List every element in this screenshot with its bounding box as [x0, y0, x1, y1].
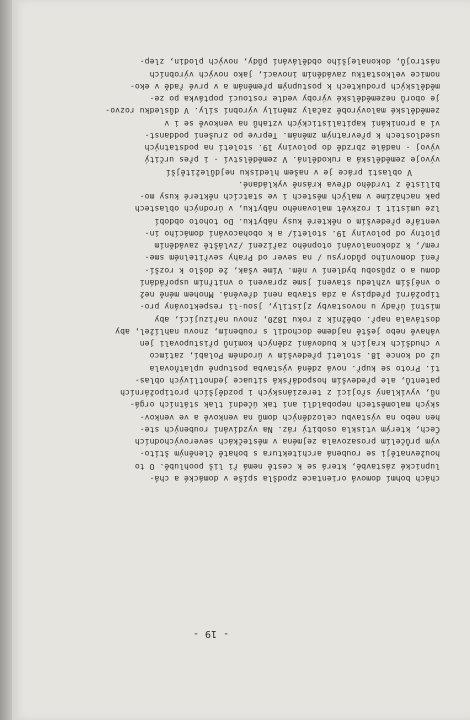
- text-line: bilistě z tvrdého dřeva krásně vykládané.: [238, 179, 440, 190]
- page-number-wrap: [12, 628, 470, 653]
- text-line: tipožární předpisy a zda stavba není dřevěná. Mnohem méně než: [139, 290, 440, 300]
- page-number: - 19 -: [192, 628, 230, 639]
- text-line: V oblasti práce je v našem hledisku nejdůležitější: [165, 167, 412, 178]
- text-line: rem/, k zdokonalování otopného zařízení /zvláště zaváděním: [154, 241, 440, 251]
- text-line: je oborů nezemědělské výroby vedle rostoucí poptávka po ze-: [149, 94, 440, 104]
- text-line: ví a pronikání kapitalistických vztahů na venkově se i v: [164, 118, 440, 129]
- binding-edge: [0, 0, 12, 720]
- text-line: lze umístit i rozkvět malovaného nábytku, v úrodných oblastech: [134, 204, 440, 215]
- text-line: o vnějším vzhledu stavení jsme zpraveni o vnitřním uspořádání: [139, 277, 440, 288]
- text-line: nomice velkostatku zaváděním inovací, jako nových výrobních: [149, 69, 440, 80]
- text-line: v chudších krajích k budování zděných komínů přistupovali jen: [139, 339, 440, 349]
- text-line: plotny od poloviny 19. století/ a k obohacování domácího in-: [144, 228, 440, 239]
- text-line: hen nebo na výstavbu celozděných domů na venkově a ve venkov-: [139, 412, 440, 423]
- text-line: Čech, kterým vtiskla osobitý ráz. Na vyzdívání roubených ste-: [139, 424, 440, 435]
- text-line: dostávala např. oběžník z roku 1820, znovu nařizující, aby: [154, 314, 440, 325]
- text-line: vývoj - nadále zbrzdě do poloviny 19. století na podstatných: [144, 143, 440, 153]
- scanned-page: [12, 0, 470, 720]
- text-line: už od konce 18. století především v úrodném Polabí, zatímco: [149, 351, 440, 362]
- text-line: nů, vyvíklaný sřojicí z tereziánských i pozdějších protipožárních: [120, 388, 440, 398]
- text-line: houževnatěji se roubená architektura s bohatě členěným štíto-: [139, 449, 440, 460]
- text-line: nástrojů, dokonalejšího obdělávání půdy, nových plodin, zlep-: [139, 57, 440, 68]
- text-line: mědělských produktech k postupným přeměnám a v prvé řadě v eko-: [129, 81, 440, 92]
- text-line: tí. Proto se kupř. nová zděná výstavba postupně uplatňovala: [149, 363, 440, 374]
- text-line: místní úřady u novostavby zjistily, jsou-li respektovány pro-: [139, 302, 440, 313]
- text-line: vým průčelím prosazovala zejména v městečkách severovýchodních: [134, 437, 440, 447]
- text-line: zemědělské malovýrobě začaly změnily výrobní síly. V důsledku rozvo-: [105, 106, 440, 117]
- text-line: ventáře především o některé kusy nábytku. Do tohoto období: [154, 216, 440, 227]
- text-line: domu a o způsobu bydlení v něm. Víme však, že došlo k rozší-: [144, 265, 440, 276]
- rotated-text-block: [50, 56, 440, 485]
- text-line: vývoje zemědělská a rukodělná. V zemědělství - i přes určitý: [144, 155, 440, 166]
- text-line: váhavě nebo ještě najdeme dochodil s roubením, znovu nahlížel, aby: [115, 326, 440, 337]
- text-line: usedlostech k převratným změnám. Teprve po zrušení poddanst-: [144, 130, 440, 141]
- text-line: pak nacházíme v malých městech i ve statcích některé kusy mo-: [139, 192, 440, 202]
- paragraph-2: [50, 56, 440, 179]
- text-line: ských maloměstech nepobaldli ani tak účední tlak státních orgá-: [129, 400, 440, 411]
- text-line: chách bohmí domová orientace zpodšla spíše v domácké a chá-: [149, 473, 440, 484]
- text-line: ření domovního půdorysu / na sever od Prahy sevřitelném sme-: [144, 253, 440, 264]
- text-line: lupnické zástavbě, která se k cestě nemá ři liš poohlubě. O to: [134, 461, 440, 472]
- paragraph-1: [50, 179, 440, 485]
- text-line: patentů, ale především hospodářská situace jednotlivých oblas-: [134, 375, 440, 386]
